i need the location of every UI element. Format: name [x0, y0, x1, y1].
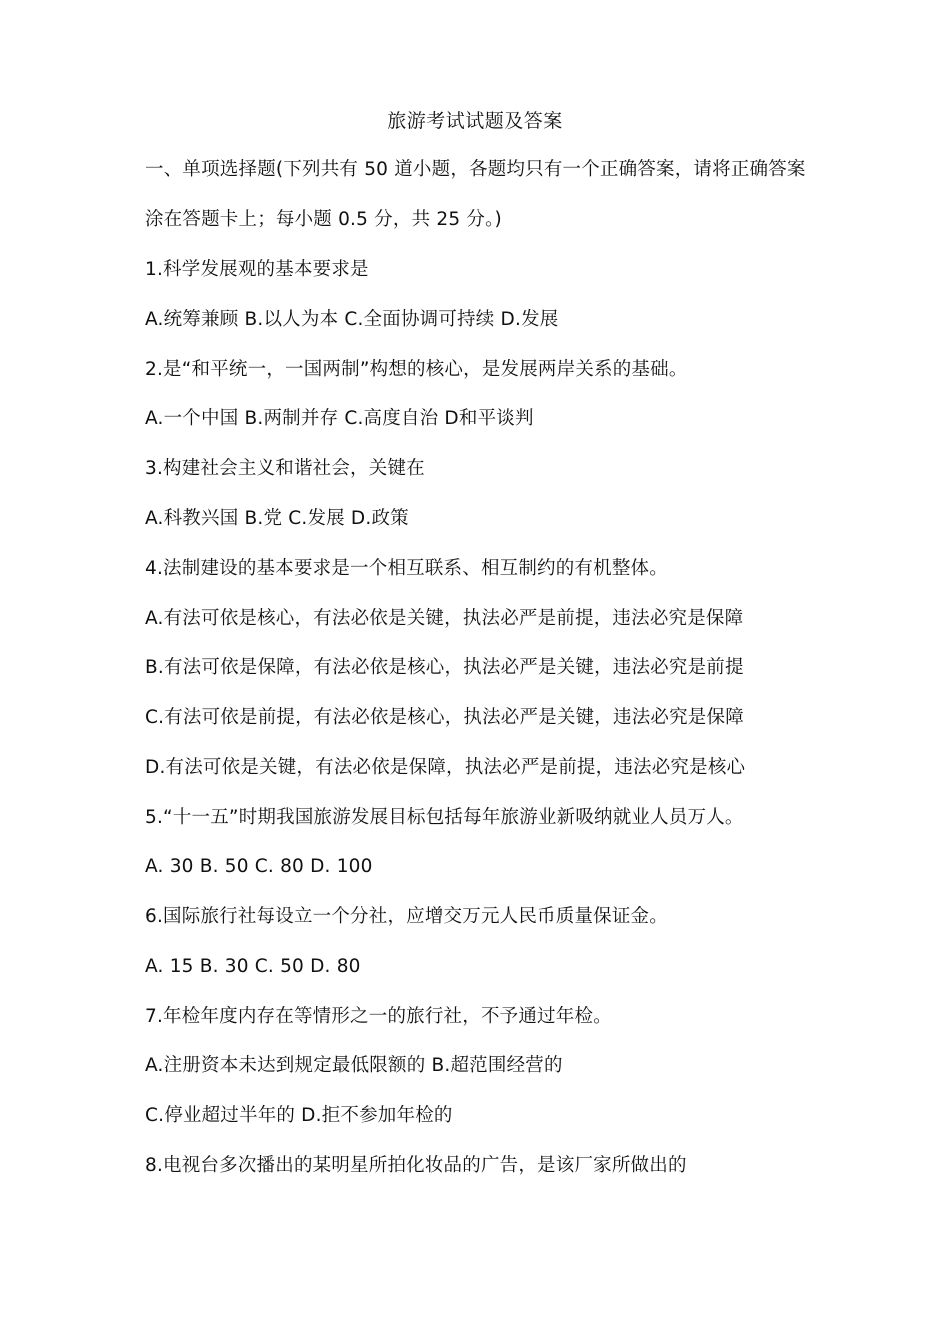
question-6: 6.国际旅行社每设立一个分社，应增交万元人民币质量保证金。: [145, 906, 668, 927]
question-6-options: A. 15 B. 30 C. 50 D. 80: [145, 956, 361, 977]
question-4-option-a: A.有法可依是核心，有法必依是关键，执法必严是前提，违法必究是保障: [145, 608, 744, 629]
question-7-options-cd: C.停业超过半年的 D.拒不参加年检的: [145, 1105, 453, 1126]
question-5-options: A. 30 B. 50 C. 80 D. 100: [145, 856, 373, 877]
question-7: 7.年检年度内存在等情形之一的旅行社，不予通过年检。: [145, 1006, 612, 1027]
question-2: 2.是“和平统一，一国两制”构想的核心，是发展两岸关系的基础。: [145, 359, 688, 380]
question-4-option-d: D.有法可依是关键，有法必依是保障，执法必严是前提，违法必究是核心: [145, 757, 746, 778]
question-4: 4.法制建设的基本要求是一个相互联系、相互制约的有机整体。: [145, 558, 668, 579]
question-3: 3.构建社会主义和谐社会，关键在: [145, 458, 425, 479]
section-heading-line-2: 涂在答题卡上；每小题 0.5 分，共 25 分。): [145, 209, 502, 230]
document-title: 旅游考试试题及答案: [387, 110, 563, 132]
question-7-options-ab: A.注册资本未达到规定最低限额的 B.超范围经营的: [145, 1055, 563, 1076]
question-2-options: A.一个中国 B.两制并存 C.高度自治 D和平谈判: [145, 408, 534, 429]
question-1: 1.科学发展观的基本要求是: [145, 259, 369, 280]
question-4-option-b: B.有法可依是保障，有法必依是核心，执法必严是关键，违法必究是前提: [145, 657, 744, 678]
question-1-options: A.统筹兼顾 B.以人为本 C.全面协调可持续 D.发展: [145, 309, 559, 330]
question-5: 5.“十一五”时期我国旅游发展目标包括每年旅游业新吸纳就业人员万人。: [145, 807, 744, 828]
question-8: 8.电视台多次播出的某明星所拍化妆品的广告，是该厂家所做出的: [145, 1155, 687, 1176]
question-4-option-c: C.有法可依是前提，有法必依是核心，执法必严是关键，违法必究是保障: [145, 707, 744, 728]
section-heading-line-1: 一、单项选择题(下列共有 50 道小题，各题均只有一个正确答案，请将正确答案: [145, 159, 806, 180]
question-3-options: A.科教兴国 B.党 C.发展 D.政策: [145, 508, 409, 529]
